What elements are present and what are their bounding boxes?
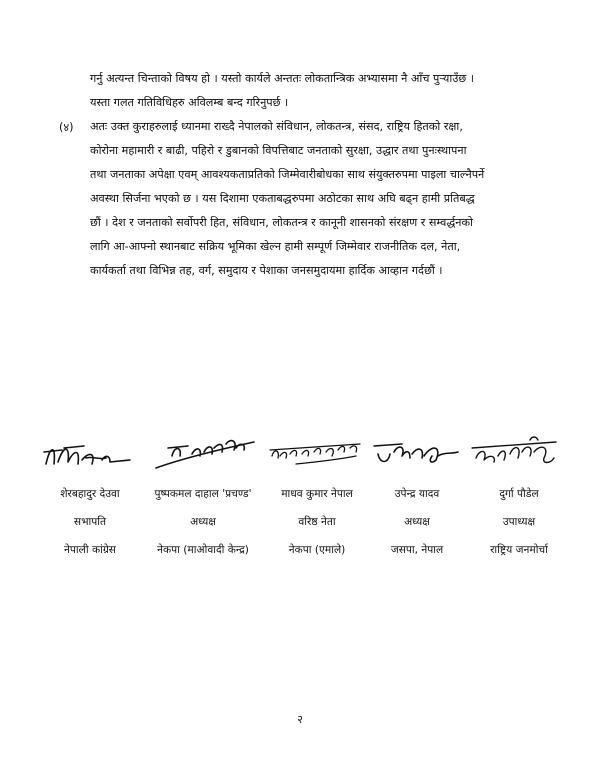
paragraph-line: कार्यकर्ता तथा विभिन्न तह, वर्ग, समुदाय र पेशाका जनसमुदायमा हार्दिक आव्हान गर्दछौं । [90, 264, 443, 277]
signatory-party: जसपा, नेपाल [390, 544, 444, 556]
signatory-title: वरिष्ठ नेता [298, 516, 336, 528]
page-number: २ [297, 713, 303, 726]
signature-upendra-yadav [372, 434, 462, 476]
signatory-title: सभापति [73, 516, 107, 528]
signatory-name: दुर्गा पौडेल [499, 488, 539, 500]
signatory-title: अध्यक्ष [190, 516, 216, 528]
signature-durga-paudel [470, 434, 560, 476]
signatory-name: उपेन्द्र यादव [394, 488, 440, 500]
signatory-party: नेपाली कांग्रेस [64, 544, 116, 556]
paragraph-line: गर्नु अत्यन्त चिन्ताको विषय हो । यस्तो कार्यले अन्ततः लोकतान्त्रिक अभ्यासमा नै आँच पुऱ्याउँछ । [90, 72, 474, 85]
paragraph-line: कोरोना महामारी र बाढी, पहिरो र डुबानको विपत्तिबाट जनताको सुरक्षा, उद्धार तथा पुनःस्थापना [90, 144, 467, 157]
paragraph-line: तथा जनताका अपेक्षा एवम् आवश्यकताप्रतिको जिम्मेवारीबोधका साथ संयुक्तरुपमा पाइला चाल्नैपर्ने [90, 168, 485, 181]
signatory-title: उपाध्यक्ष [502, 516, 536, 528]
signatory-name: शेरबहादुर देउवा [60, 488, 120, 500]
paragraph-line: छौं । देश र जनताको सर्वोपरी हित, संविधान, लोकतन्त्र र कानूनी शासनको संरक्षण र सम्वर्द्धनको [90, 216, 473, 229]
paragraph-line: अतः उक्त कुराहरुलाई ध्यानमा राख्दै नेपालको संविधान, लोकतन्त्र, संसद, राष्ट्रिय हितको रक्षा, [90, 120, 463, 133]
paragraph-line: अवस्था सिर्जना भएको छ । यस दिशामा एकताबद्धरुपमा अठोटका साथ अघि बढ्न हामी प्रतिबद्ध [90, 192, 475, 205]
signature-madhav-nepal [266, 434, 366, 476]
signature-deuba [40, 434, 135, 476]
paragraph-number: (४) [59, 121, 74, 134]
signatory-party: राष्ट्रिय जनमोर्चा [490, 544, 548, 556]
signature-prachanda [148, 434, 263, 476]
signatory-party: नेकपा (एमाले) [288, 544, 346, 556]
paragraph-line: यस्ता गलत गतिविधिहरु अविलम्ब बन्द गरिनुपर्छ । [90, 96, 289, 109]
signatory-title: अध्यक्ष [404, 516, 430, 528]
signatory-party: नेकपा (माओवादी केन्द्र) [157, 544, 249, 556]
paragraph-line: लागि आ-आफ्नो स्थानबाट सक्रिय भूमिका खेल्न हामी सम्पूर्ण जिम्मेवार राजनीतिक दल, नेता, [90, 240, 461, 253]
signatory-name: पुष्पकमल दाहाल 'प्रचण्ड' [154, 488, 252, 500]
signatory-name: माधव कुमार नेपाल [281, 488, 353, 500]
